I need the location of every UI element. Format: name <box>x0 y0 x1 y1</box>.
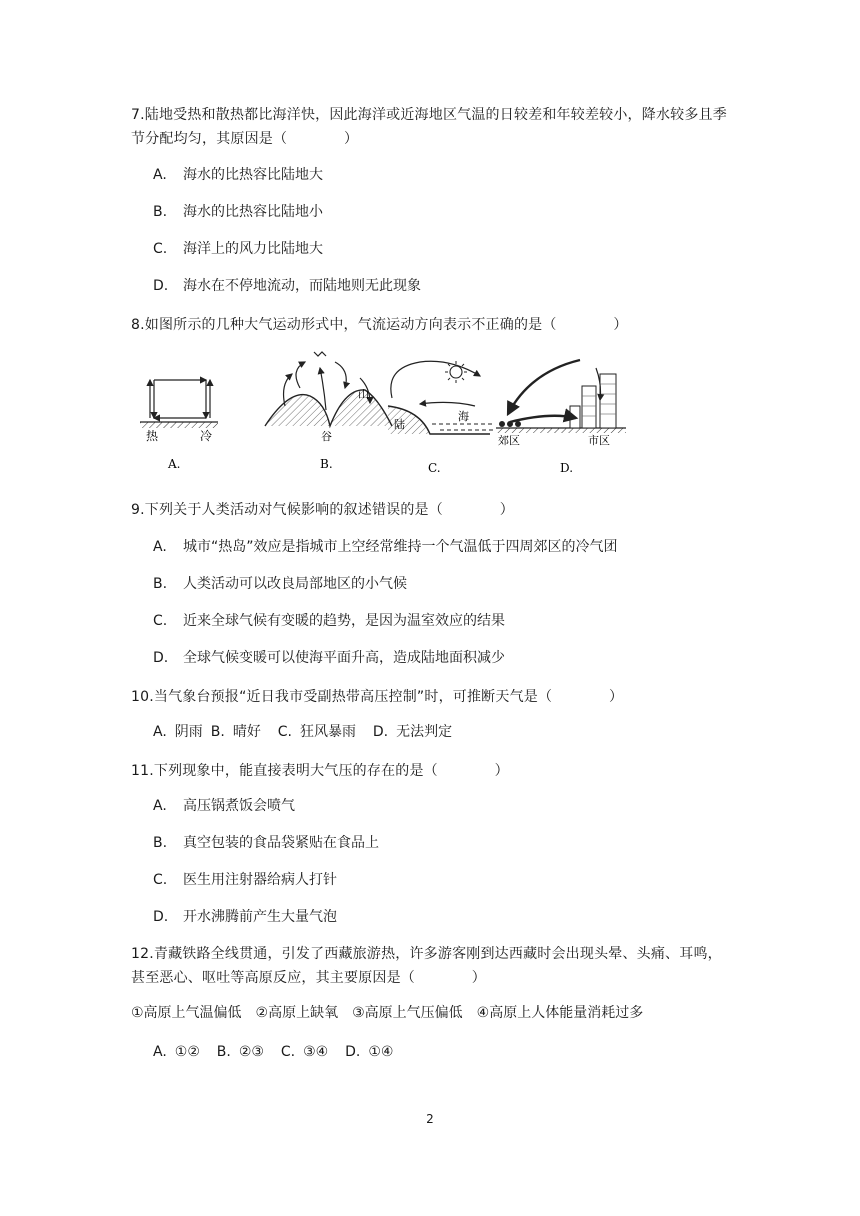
question-10-options: A. 阴雨 B. 晴好 C. 狂风暴雨 D. 无法判定 <box>153 724 453 740</box>
question-8-stem: 8.如图所示的几种大气运动形式中，气流运动方向表示不正确的是（ ） <box>131 317 628 333</box>
question-7-option-c: C. 海洋上的风力比陆地大 <box>153 241 323 257</box>
question-11-option-d: D. 开水沸腾前产生大量气泡 <box>153 909 337 925</box>
figure-d-label: D. <box>560 461 574 475</box>
figure-a-label: A. <box>168 457 181 471</box>
question-7-option-d: D. 海水在不停地流动，而陆地则无此现象 <box>153 278 421 294</box>
figure-a-cold-label: 冷 <box>200 429 213 443</box>
question-10-stem: 10.当气象台预报“近日我市受副热带高压控制”时，可推断天气是（ ） <box>131 689 624 705</box>
figure-b-mountain-label: 山 <box>358 388 369 401</box>
question-11-option-b: B. 真空包装的食品袋紧贴在食品上 <box>153 835 379 851</box>
question-11-option-c: C. 医生用注射器给病人打针 <box>153 872 337 888</box>
question-7-option-b: B. 海水的比热容比陆地小 <box>153 204 323 220</box>
figure-d-suburb-label: 郊区 <box>498 434 520 447</box>
question-9-option-b: B. 人类活动可以改良局部地区的小气候 <box>153 576 407 592</box>
figure-a <box>140 380 218 471</box>
figure-d-city-label: 市区 <box>588 434 610 447</box>
question-12-statements: ①高原上气温偏低 ②高原上缺氧 ③高原上气压偏低 ④高原上人体能量消耗过多 <box>131 1005 644 1021</box>
figure-a-hot-label: 热 <box>146 429 159 443</box>
figure-c <box>388 361 495 475</box>
figure-b-label: B. <box>320 457 333 471</box>
figure-b <box>265 352 392 471</box>
question-11-stem: 11.下列现象中，能直接表明大气压的存在的是（ ） <box>131 763 509 779</box>
question-12-stem: 12.青藏铁路全线贯通，引发了西藏旅游热，许多游客刚到达西藏时会出现头晕、头痛、耳鸣，甚至恶心、呕吐等高原反应，其主要原因是（ ） <box>131 946 722 986</box>
question-7-option-a: A. 海水的比热容比陆地大 <box>153 167 323 183</box>
question-12-options: A. ①② B. ②③ C. ③④ D. ①④ <box>153 1044 394 1060</box>
figure-d <box>496 360 626 475</box>
question-7-stem: 7.陆地受热和散热都比海洋快，因此海洋或近海地区气温的日较差和年较差较小，降水较多且季节分配均匀，其原因是（ ） <box>131 107 727 147</box>
question-9-option-a: A. 城市“热岛”效应是指城市上空经常维持一个气温低于四周郊区的冷气团 <box>153 539 618 555</box>
atmospheric-motion-figure <box>130 348 650 478</box>
question-9-option-c: C. 近来全球气候有变暖的趋势，是因为温室效应的结果 <box>153 613 505 629</box>
question-9-stem: 9.下列关于人类活动对气候影响的叙述错误的是（ ） <box>131 502 514 518</box>
question-9-option-d: D. 全球气候变暖可以使海平面升高，造成陆地面积减少 <box>153 650 505 666</box>
figure-c-label: C. <box>428 461 441 475</box>
figure-b-valley-label: 谷 <box>321 430 332 443</box>
page-number: 2 <box>426 1112 434 1126</box>
figure-c-sea-label: 海 <box>458 410 469 423</box>
question-11-option-a: A. 高压锅煮饭会喷气 <box>153 798 295 814</box>
figure-c-land-label: 陆 <box>394 418 405 431</box>
